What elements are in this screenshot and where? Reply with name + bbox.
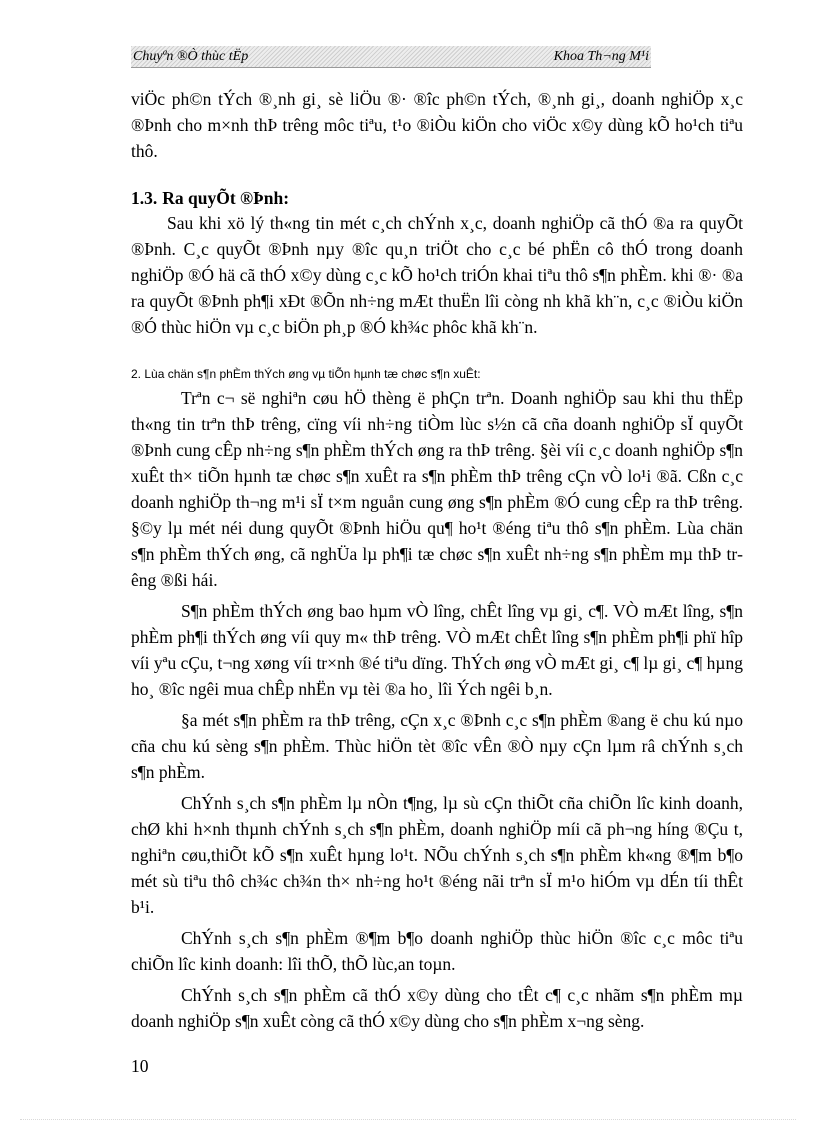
header-faculty: Khoa Th¬ng M¹i bbox=[553, 49, 649, 64]
section-1-3-paragraph: Sau khi xö lý th«ng tin mét c¸ch chÝnh x¸c, doanh nghiÖp cã thÓ ®a ra quyÕt ®Þnh. C¸c quyÕt ®Þnh nµy ®îc qu¸n triÖt cho c¸c bé phËn cô thÓ trong doanh nghiÖp ®Ó hä cã thÓ x©y dùng c¸c kÕ ho¹ch triÓn khai tiªu thô s¶n phÈm. khi ®· ®a ra quyÕt ®Þnh ph¶i xÐt ®Õn nh÷ng mÆt thuËn lîi còng nh khã kh¨n, c¸c ®iÒu kiÖn ®Ó thùc hiÖn vµ c¸c biÖn ph¸p ®Ó kh¾c phôc khã kh¨n. bbox=[131, 213, 743, 337]
section-2-paragraph: §a mét s¶n phÈm ra thÞ trêng, cÇn x¸c ®Þnh c¸c s¶n phÈm ®ang ë chu kú nµo cña chu kú sèng s¶n phÈm. Thùc hiÖn tèt ®îc vÊn ®Ò nµy cÇn lµm râ chÝnh s¸ch s¶n phÈm. bbox=[131, 710, 743, 782]
page-bottom-divider bbox=[20, 1119, 796, 1120]
section-2-body bbox=[131, 385, 743, 1039]
section-2-paragraph: ChÝnh s¸ch s¶n phÈm lµ nÒn t¶ng, lµ sù cÇn thiÕt cña chiÕn lîc kinh doanh, chØ khi h×nh thµnh chÝnh s¸ch s¶n phÈm, doanh nghiÖp míi cã ph¬ng híng ®Çu t, nghiªn cøu,thiÕt kÕ s¶n xuÊt hµng lo¹t. NÕu chÝnh s¸ch s¶n phÈm kh«ng ®¶m b¶o mét sù tiªu thô ch¾c ch¾n th× nh÷ng ho¹t ®éng nãi trªn sÏ m¹o hiÓm vµ dÉn tíi thÊt b¹i. bbox=[131, 793, 743, 917]
intro-paragraph: viÖc ph©n tÝch ®¸nh gi¸ sè liÖu ®· ®îc ph©n tÝch, ®¸nh gi¸, doanh nghiÖp x¸c ®Þnh cho m×nh thÞ trêng môc tiªu, t¹o ®iÒu kiÖn cho viÖc x©y dùng kÕ ho¹ch tiªu thô. bbox=[131, 89, 743, 161]
section-2-paragraph: S¶n phÈm thÝch øng bao hµm vÒ lîng, chÊt lîng vµ gi¸ c¶. VÒ mÆt lîng, s¶n phÈm ph¶i thÝch øng víi quy m« thÞ trêng. VÒ mÆt chÊt lîng s¶n phÈm ph¶i phï hîp víi yªu cÇu, t¬ng xøng víi tr×nh ®é tiªu dïng. ThÝch øng vÒ mÆt gi¸ c¶ lµ gi¸ c¶ hµng ho¸ ®îc ngêi mua chÊp nhËn vµ tèi ®a ho¸ lîi Ých ngêi b¸n. bbox=[131, 601, 743, 699]
section-1-3-heading bbox=[131, 186, 289, 210]
section-1-3-number: 1.3. bbox=[131, 188, 158, 208]
page-number: 10 bbox=[131, 1056, 149, 1076]
running-header bbox=[131, 46, 651, 68]
section-2-paragraph: ChÝnh s¸ch s¶n phÈm ®¶m b¶o doanh nghiÖp thùc hiÖn ®îc c¸c môc tiªu chiÕn lîc kinh doanh: lîi thÕ, thÕ lùc,an toµn. bbox=[131, 928, 743, 974]
section-2-paragraph: Trªn c¬ së nghiªn cøu hÖ thèng ë phÇn trªn. Doanh nghiÖp sau khi thu thËp th«ng tin trªn thÞ trêng, cïng víi nh÷ng tiÒm lùc s½n cã cña doanh nghiÖp sÏ quyÕt ®Þnh cung cÊp nh÷ng s¶n phÈm thÝch øng ra thÞ trêng. §èi víi c¸c doanh nghiÖp s¶n xuÊt th× tiÕn hµnh tæ chøc s¶n xuÊt ra s¶n phÈm thÞ trêng cÇn vÒ lo¹i ®ã. Cßn c¸c doanh nghiÖp th¬ng m¹i sÏ t×m nguån cung øng s¶n phÈm ®Ó cung cÊp ra thÞ trêng. §©y lµ mét néi dung quyÕt ®Þnh hiÖu qu¶ ho¹t ®éng tiªu thô s¶n phÈm. Lùa chän s¶n phÈm thÝch øng, cã nghÜa lµ ph¶i tæ chøc s¶n xuÊt nh÷ng s¶n phÈm mµ thÞ trêng ®ßi hái. bbox=[131, 388, 743, 590]
header-document-title: Chuyªn ®Ò thùc tËp bbox=[133, 49, 249, 64]
section-2-paragraph: ChÝnh s¸ch s¶n phÈm cã thÓ x©y dùng cho tÊt c¶ c¸c nhãm s¶n phÈm mµ doanh nghiÖp s¶n xuÊt còng cã thÓ x©y dùng cho s¶n phÈm x¬ng sèng. bbox=[131, 985, 743, 1031]
section-2-heading: 2. Lùa chän s¶n phÈm thÝch øng vµ tiÕn hµnh tæ chøc s¶n xuÊt: bbox=[131, 367, 481, 381]
section-1-3-title: Ra quyÕt ®Þnh: bbox=[162, 188, 290, 208]
